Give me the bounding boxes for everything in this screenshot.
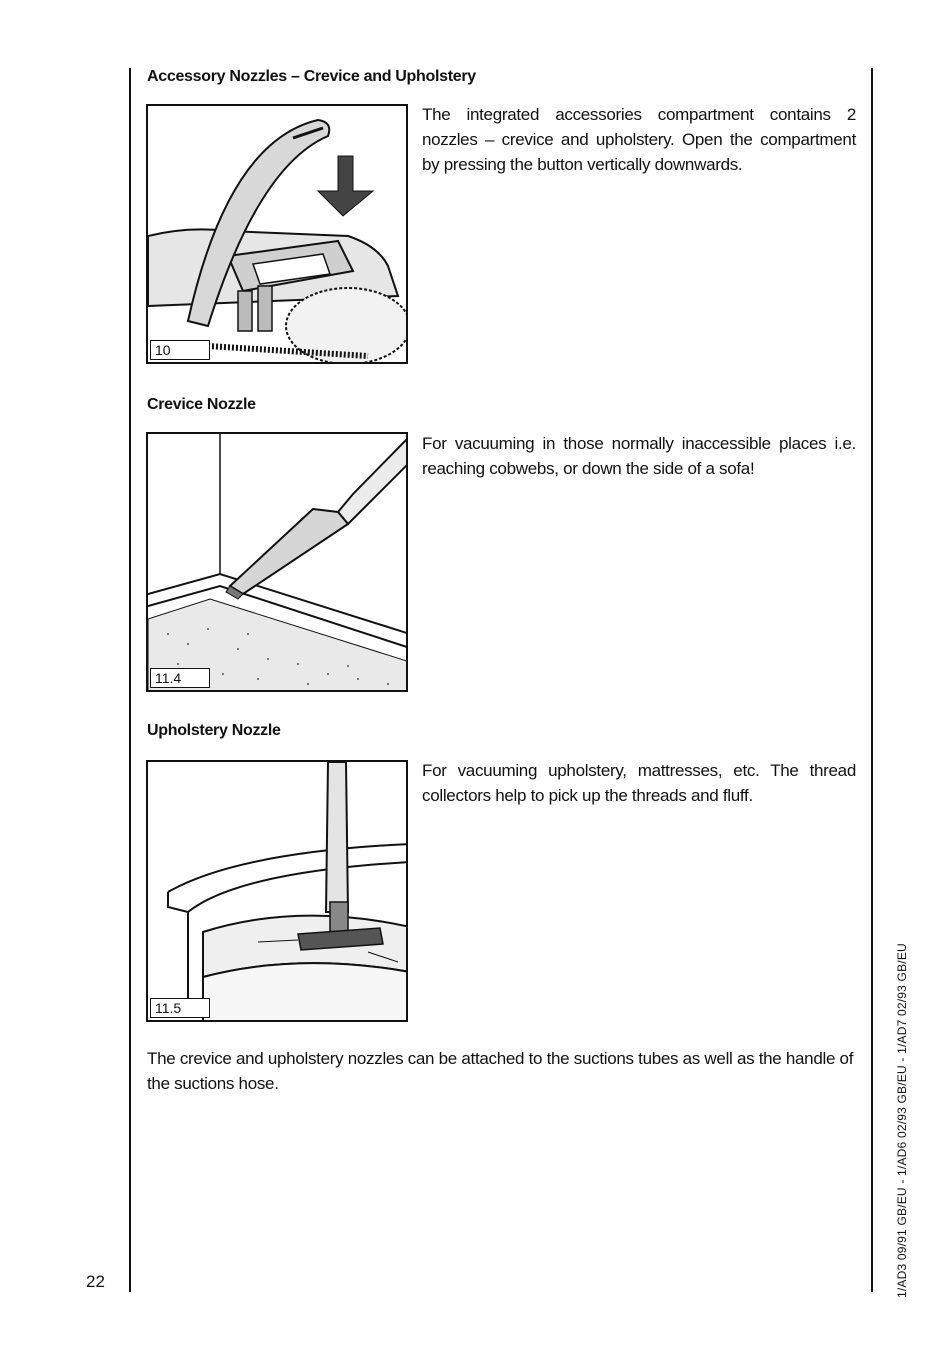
section-text-crevice-nozzle: For vacuuming in those normally inaccessible places i.e. reaching cobwebs, or down the side of a sofa! <box>422 434 856 478</box>
figure-11-4-crevice-nozzle <box>146 432 408 692</box>
section-heading-crevice-nozzle: Crevice Nozzle <box>147 396 256 413</box>
figure-label-11-4: 11.4 <box>150 668 210 688</box>
upholstery-nozzle-illustration <box>148 762 408 1022</box>
figure-11-5-upholstery-nozzle <box>146 760 408 1022</box>
section-text-accessory-nozzles: The integrated accessories compartment contains 2 nozzles – crevice and upholstery. Open the compartment by pressing the button vertically downwards. <box>422 105 856 174</box>
section-text-upholstery-nozzle: For vacuuming upholstery, mattresses, etc. The thread collectors help to pick up the threads and fluff. <box>422 761 856 805</box>
right-margin-rule <box>871 68 873 1292</box>
section-heading-accessory-nozzles: Accessory Nozzles – Crevice and Upholstery <box>147 68 476 85</box>
page-number: 22 <box>86 1272 105 1291</box>
figure-label-10: 10 <box>150 340 210 360</box>
document-code: 1/AD3 09/91 GB/EU - 1/AD6 02/93 GB/EU - 1/AD7 02/93 GB/EU <box>895 943 909 1298</box>
section-heading-upholstery-nozzle: Upholstery Nozzle <box>147 722 281 739</box>
vacuum-compartment-illustration <box>148 106 408 364</box>
crevice-nozzle-illustration <box>148 434 408 692</box>
figure-10-accessory-compartment <box>146 104 408 364</box>
figure-label-11-5: 11.5 <box>150 998 210 1018</box>
left-margin-rule <box>129 68 131 1292</box>
footer-paragraph: The crevice and upholstery nozzles can be attached to the suctions tubes as well as the handle of the suctions hose. <box>147 1049 854 1093</box>
